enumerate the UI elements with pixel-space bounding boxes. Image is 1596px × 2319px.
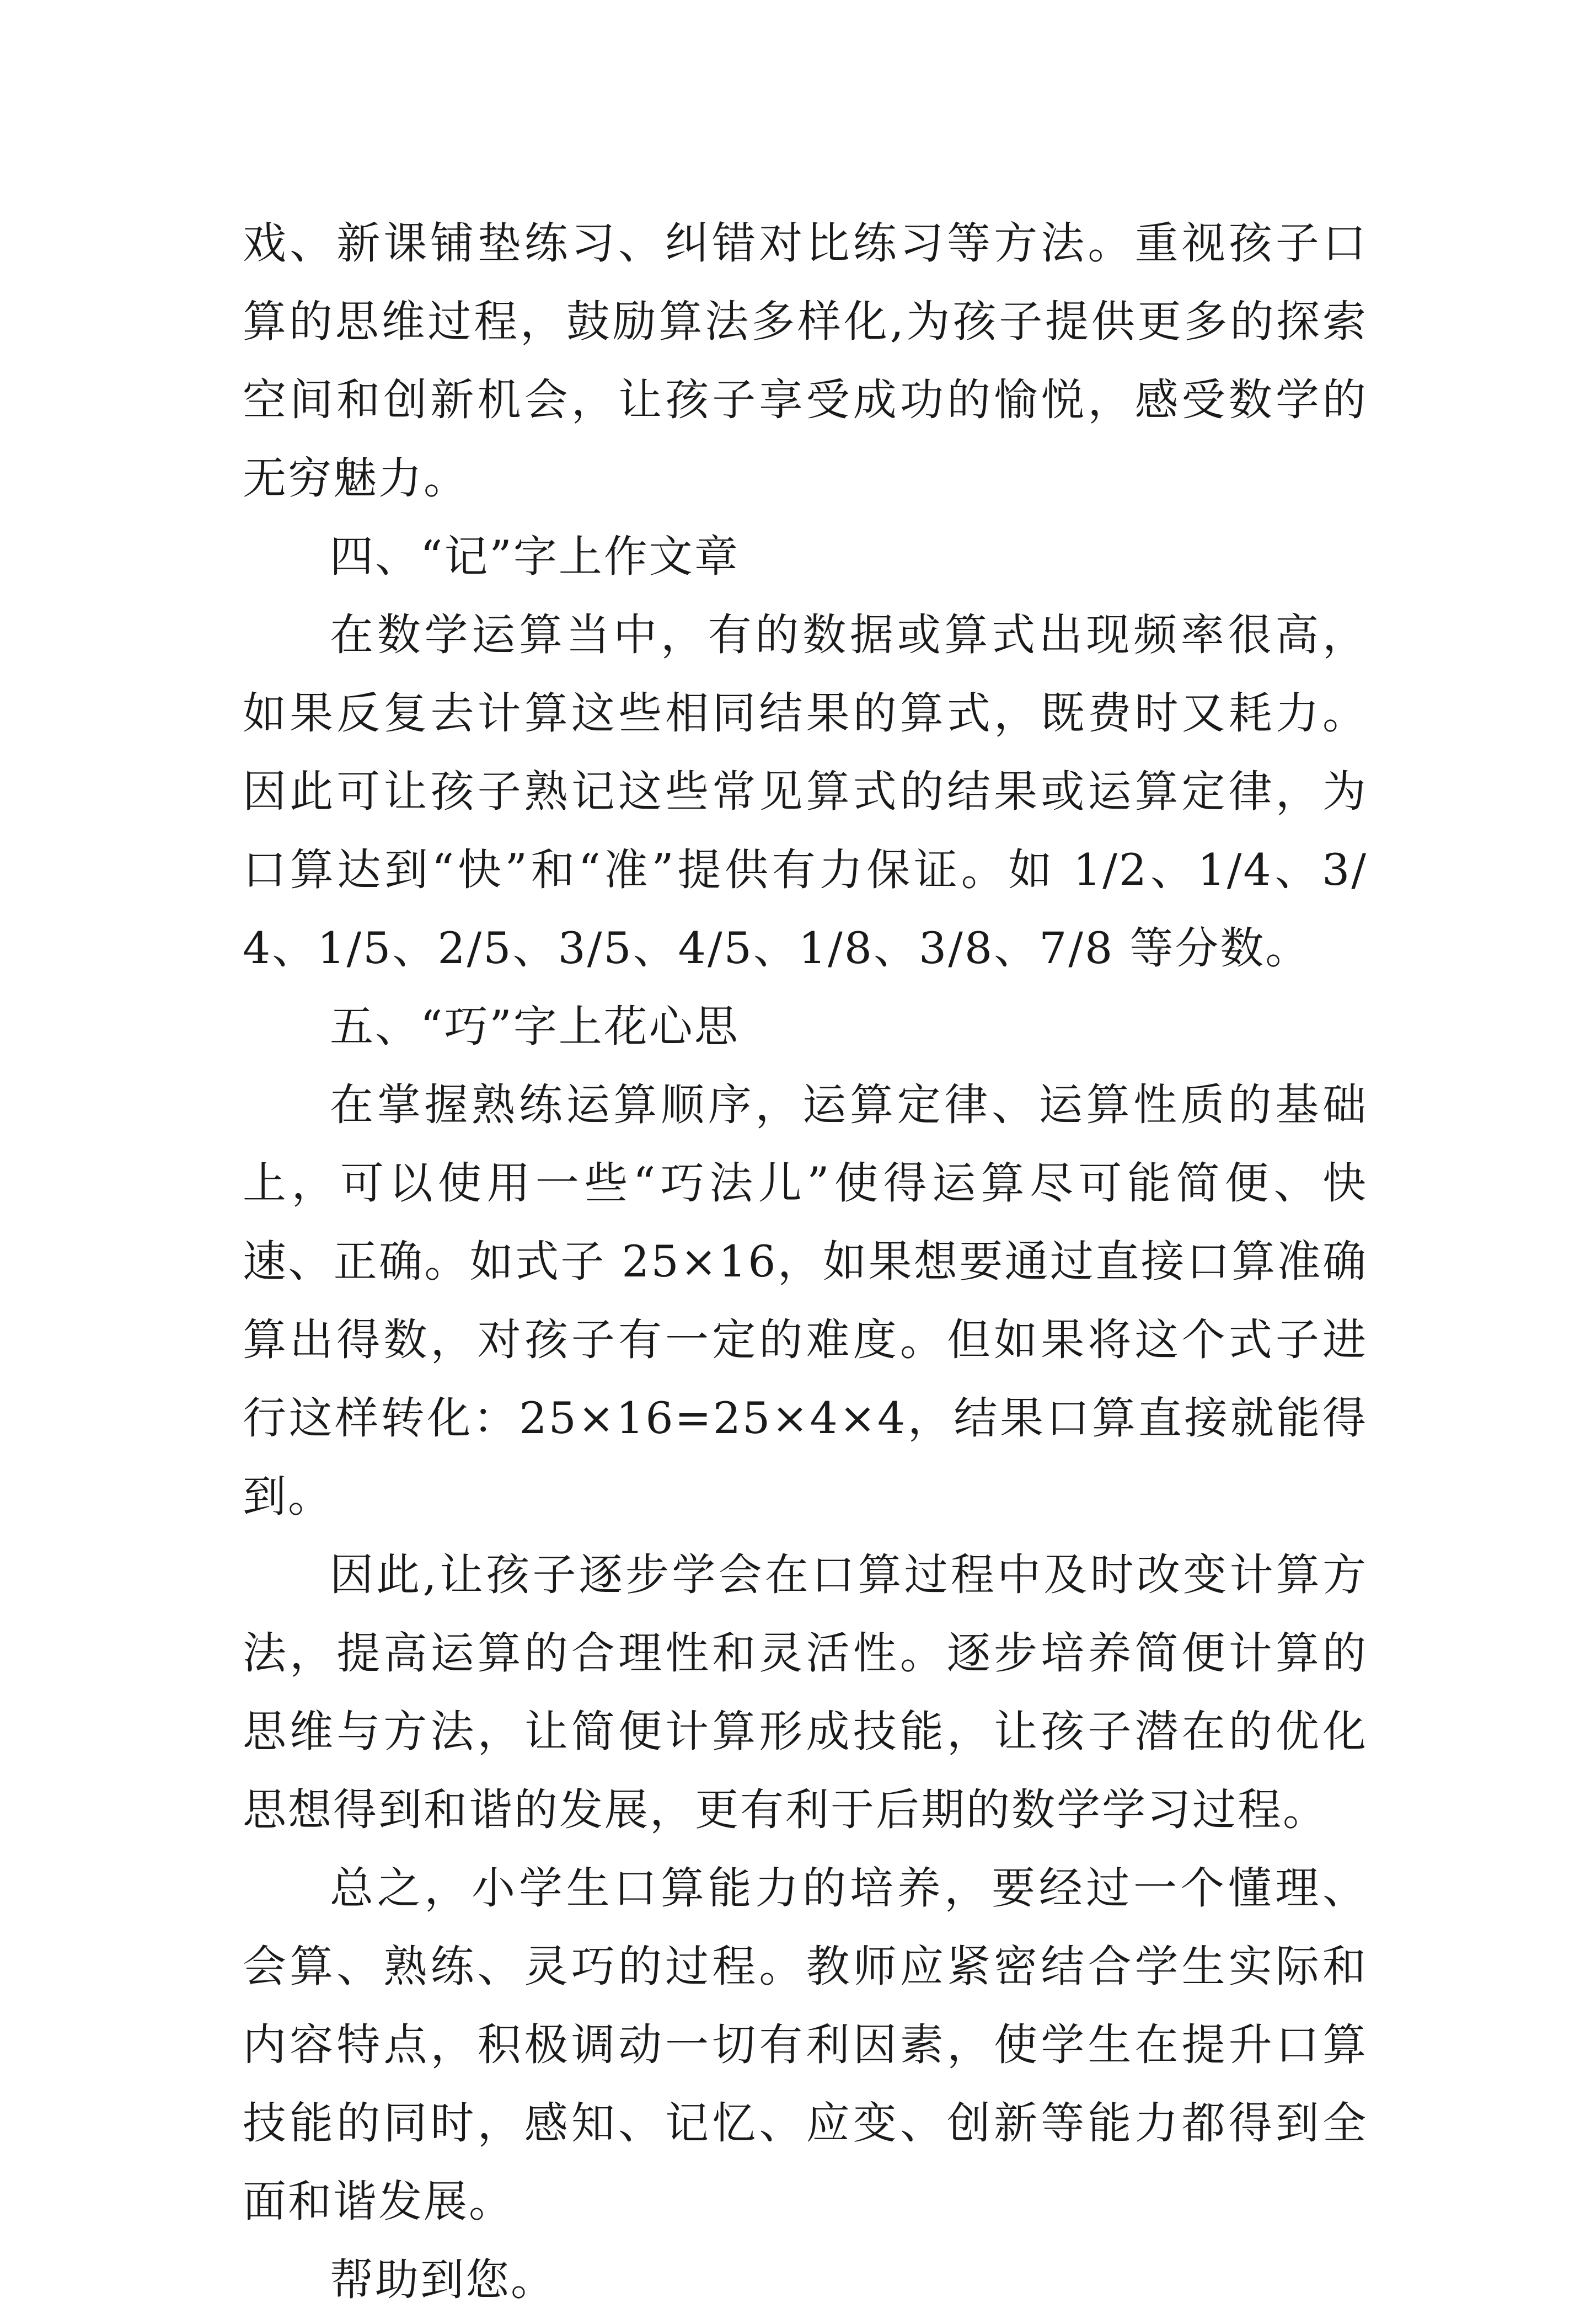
section-heading-five: 五、“巧”字上花心思	[330, 1001, 740, 1052]
paragraph-therefore: 因此,让孩子逐步学会在口算过程中及时改变计算方法，提高运算的合理性和灵活性。逐步培养简便计算的思维与方法，让简便计算形成技能，让孩子潜在的优化思想得到和谐的发展，更有利于后期的数学学习过程。	[243, 1549, 1368, 1835]
paragraph-memorize: 在数学运算当中，有的数据或算式出现频率很高，如果反复去计算这些相同结果的算式，既费时又耗力。因此可让孩子熟记这些常见算式的结果或运算定律，为口算达到“快”和“准”提供有力保证。如 1/2、1/4、3/4、1/5、2/5、3/5、4/5、1/8、3/8、7/8 等分数。	[243, 610, 1368, 974]
paragraph-continuation: 戏、新课铺垫练习、纠错对比练习等方法。重视孩子口算的思维过程，鼓励算法多样化,为孩子提供更多的探索空间和创新机会，让孩子享受成功的愉悦，感受数学的无穷魅力。	[243, 218, 1368, 504]
section-heading-four: 四、“记”字上作文章	[330, 531, 740, 582]
document-body	[243, 204, 1368, 2319]
closing-line: 帮助到您。	[330, 2254, 556, 2305]
paragraph-summary: 总之，小学生口算能力的培养，要经过一个懂理、会算、熟练、灵巧的过程。教师应紧密结合学生实际和内容特点，积极调动一切有利因素，使学生在提升口算技能的同时，感知、记忆、应变、创新等能力都得到全面和谐发展。	[243, 1863, 1368, 2227]
paragraph-clever-methods: 在掌握熟练运算顺序，运算定律、运算性质的基础上，可以使用一些“巧法儿”使得运算尽可能简便、快速、正确。如式子 25×16，如果想要通过直接口算准确算出得数，对孩子有一定的难度。但如果将这个式子进行这样转化：25×16=25×4×4，结果口算直接就能得到。	[243, 1080, 1368, 1522]
